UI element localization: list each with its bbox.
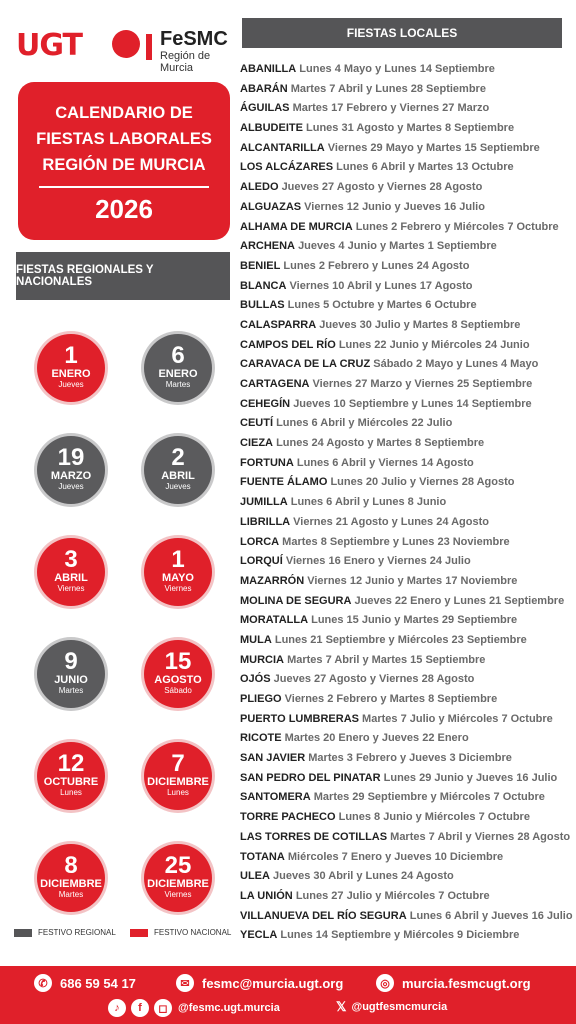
town-name: BULLAS (240, 299, 285, 312)
town-dates: Jueves 30 Abril y Lunes 24 Agosto (273, 870, 454, 883)
holiday-month: AGOSTO (154, 674, 202, 686)
holiday-month: JUNIO (54, 674, 88, 686)
town-row (240, 769, 574, 789)
holiday-badge (37, 436, 105, 504)
town-row (240, 60, 574, 80)
town-dates: Lunes 31 Agosto y Martes 8 Septiembre (306, 122, 515, 135)
town-name: OJÓS (240, 673, 271, 686)
town-name: CAMPOS DEL RÍO (240, 338, 336, 351)
town-row (240, 926, 574, 946)
tiktok-icon[interactable]: ♪ (108, 999, 126, 1017)
town-name: RICOTE (240, 732, 282, 745)
holiday-day: 15 (164, 648, 192, 675)
town-row (240, 808, 574, 828)
town-dates: Lunes 6 Abril y Miércoles 22 Julio (276, 417, 453, 430)
town-name: LIBRILLA (240, 515, 291, 528)
town-name: CEHEGÍN (240, 397, 291, 410)
title-line-1: CALENDARIO DE (55, 104, 193, 122)
town-dates: Martes 17 Febrero y Viernes 27 Marzo (292, 102, 490, 115)
town-dates: Martes 3 Febrero y Jueves 3 Diciembre (308, 752, 512, 765)
holiday-day: 1 (64, 342, 78, 369)
town-row (240, 296, 574, 316)
holiday-day: 1 (171, 546, 185, 573)
town-name: ALHAMA DE MURCIA (240, 220, 353, 233)
town-row (240, 119, 574, 139)
holiday-day: 8 (64, 852, 78, 879)
email-address: fesmc@murcia.ugt.org (202, 975, 344, 991)
town-dates: Martes 7 Abril y Lunes 28 Septiembre (290, 82, 486, 95)
holiday-badge (144, 640, 212, 708)
holiday-weekday: Viernes (164, 584, 192, 593)
town-row (240, 336, 574, 356)
town-dates: Martes 7 Julio y Miércoles 7 Octubre (362, 712, 553, 725)
town-row (240, 572, 574, 592)
town-row (240, 552, 574, 572)
instagram-icon[interactable]: ◻ (154, 999, 172, 1017)
title-year: 2026 (95, 194, 153, 224)
legend-nacional-label: FESTIVO NACIONAL (154, 928, 232, 937)
town-row (240, 277, 574, 297)
town-row (240, 611, 574, 631)
town-name: CARAVACA DE LA CRUZ (240, 358, 371, 371)
whatsapp-icon: ✆ (34, 974, 52, 992)
town-row (240, 631, 574, 651)
town-dates: Viernes 12 Junio y Martes 17 Noviembre (307, 574, 518, 587)
title-divider (39, 186, 209, 188)
town-row (240, 729, 574, 749)
holiday-badge (37, 844, 105, 912)
town-dates: Martes 20 Enero y Jueves 22 Enero (284, 732, 469, 745)
town-dates: Lunes 27 Julio y Miércoles 7 Octubre (295, 889, 490, 902)
town-row (240, 690, 574, 710)
holiday-month: ENERO (51, 368, 91, 380)
x-icon: 𝕏 (336, 999, 347, 1014)
town-dates: Viernes 12 Junio y Jueves 16 Julio (304, 200, 485, 213)
town-row (240, 533, 574, 553)
holiday-weekday: Viernes (164, 890, 192, 899)
town-dates: Lunes 5 Octubre y Martes 6 Octubre (287, 299, 477, 312)
town-name: CEUTÍ (240, 417, 273, 430)
town-row (240, 887, 574, 907)
town-name: ÁGUILAS (240, 102, 290, 115)
town-name: FORTUNA (240, 456, 294, 469)
town-row (240, 434, 574, 454)
holiday-badge (144, 538, 212, 606)
holiday-weekday: Sábado (164, 686, 192, 695)
holiday-badge (37, 742, 105, 810)
town-dates: Viernes 10 Abril y Lunes 17 Agosto (289, 279, 473, 292)
holiday-month: ABRIL (54, 572, 88, 584)
town-dates: Lunes 29 Junio y Jueves 16 Julio (383, 771, 558, 784)
town-name: SAN JAVIER (240, 752, 306, 765)
town-dates: Jueves 27 Agosto y Viernes 28 Agosto (273, 673, 475, 686)
town-name: ABANILLA (240, 63, 297, 75)
holiday-weekday: Lunes (60, 788, 82, 797)
town-name: CARTAGENA (240, 378, 310, 390)
town-row (240, 592, 574, 612)
town-dates: Martes 7 Abril y Martes 15 Septiembre (287, 653, 486, 666)
fesmc-region: Región de Murcia (160, 50, 211, 74)
holiday-weekday: Martes (165, 380, 191, 389)
town-dates: Lunes 6 Abril y Jueves 16 Julio (409, 909, 573, 922)
holiday-weekday: Martes (58, 686, 84, 695)
town-row (240, 99, 574, 119)
holiday-month: OCTUBRE (43, 776, 99, 788)
town-dates: Viernes 29 Mayo y Martes 15 Septiembre (327, 141, 540, 154)
calendar-title-box (18, 82, 230, 240)
holiday-weekday: Lunes (167, 788, 189, 797)
holiday-badge (144, 334, 212, 402)
town-name: SANTOMERA (240, 791, 311, 804)
town-row (240, 493, 574, 513)
holiday-month: DICIEMBRE (147, 776, 209, 788)
holiday-month: ENERO (158, 368, 198, 380)
town-name: ALCANTARILLA (240, 141, 325, 154)
legend-regional-label: FESTIVO REGIONAL (38, 928, 116, 937)
town-dates: Lunes 22 Junio y Miércoles 24 Junio (338, 338, 530, 351)
town-row (240, 158, 574, 178)
town-dates: Viernes 2 Febrero y Martes 8 Septiembre (284, 693, 498, 705)
town-row (240, 867, 574, 887)
footer (0, 966, 576, 1024)
handshake-icon (112, 30, 140, 58)
town-name: ALBUDEITE (240, 122, 303, 135)
town-dates: Lunes 8 Junio y Miércoles 7 Octubre (338, 811, 530, 824)
town-name: LOS ALCÁZARES (240, 161, 334, 174)
fesmc-title: FeSMC (160, 28, 228, 50)
town-dates: Lunes 21 Septiembre y Miércoles 23 Septiembre (274, 633, 527, 646)
holiday-month: MARZO (50, 470, 92, 482)
town-dates: Lunes 24 Agosto y Martes 8 Septiembre (276, 437, 485, 450)
holiday-day: 12 (57, 750, 85, 777)
town-name: PLIEGO (240, 693, 282, 705)
town-dates: Lunes 4 Mayo y Lunes 14 Septiembre (299, 63, 495, 75)
town-dates: Viernes 21 Agosto y Lunes 24 Agosto (293, 515, 489, 528)
town-name: CALASPARRA (240, 318, 317, 331)
town-row (240, 473, 574, 493)
holiday-badge (144, 844, 212, 912)
holiday-day: 19 (57, 444, 85, 471)
phone-number: 686 59 54 17 (60, 975, 136, 991)
town-row (240, 395, 574, 415)
town-name: MURCIA (240, 653, 284, 666)
town-dates: Martes 29 Septiembre y Miércoles 7 Octubre (313, 791, 545, 804)
x-link[interactable] (336, 999, 447, 1015)
town-dates: Lunes 6 Abril y Martes 13 Octubre (336, 161, 514, 174)
town-dates: Lunes 20 Julio y Viernes 28 Agosto (330, 476, 515, 489)
town-dates: Jueves 4 Junio y Martes 1 Septiembre (298, 240, 497, 253)
town-dates: Lunes 2 Febrero y Miércoles 7 Octubre (355, 220, 559, 233)
town-dates: Jueves 27 Agosto y Viernes 28 Agosto (281, 181, 483, 194)
town-name: LORQUÍ (240, 555, 283, 568)
town-name: JUMILLA (240, 496, 288, 509)
social-links (108, 999, 280, 1017)
legend-nacional-swatch (130, 929, 148, 937)
town-list (240, 60, 574, 946)
town-dates: Martes 7 Abril y Viernes 28 Agosto (390, 830, 571, 843)
town-dates: Lunes 14 Septiembre y Miércoles 9 Diciembre (280, 929, 520, 942)
town-row (240, 828, 574, 848)
holiday-badge (144, 742, 212, 810)
holiday-weekday: Martes (58, 890, 84, 899)
town-name: ALGUAZAS (240, 200, 302, 213)
town-dates: Miércoles 7 Enero y Jueves 10 Diciembre (287, 850, 504, 863)
web-contact[interactable] (376, 974, 531, 992)
title-line-2: FIESTAS LABORALES (36, 130, 212, 148)
town-name: SAN PEDRO DEL PINATAR (240, 771, 381, 784)
social-handle[interactable]: @fesmc.ugt.murcia (178, 1002, 280, 1014)
legend-regional-swatch (14, 929, 32, 937)
regional-holidays-header: FIESTAS REGIONALES Y NACIONALES (16, 252, 230, 300)
town-name: MAZARRÓN (240, 574, 305, 587)
town-name: MOLINA DE SEGURA (240, 594, 352, 607)
town-dates: Jueves 30 Julio y Martes 8 Septiembre (319, 318, 521, 331)
town-name: YECLA (240, 929, 278, 942)
phone-contact[interactable] (34, 974, 136, 992)
town-row (240, 237, 574, 257)
town-name: LORCA (240, 535, 280, 548)
town-row (240, 80, 574, 100)
holiday-day: 6 (171, 342, 185, 369)
town-row (240, 198, 574, 218)
town-name: LA UNIÓN (240, 889, 293, 902)
holiday-badge (37, 640, 105, 708)
town-row (240, 907, 574, 927)
holiday-day: 2 (171, 444, 185, 471)
town-name: ULEA (240, 870, 270, 883)
town-name: FUENTE ÁLAMO (240, 476, 328, 489)
town-name: MORATALLA (240, 614, 309, 627)
facebook-icon[interactable]: f (131, 999, 149, 1017)
town-row (240, 139, 574, 159)
globe-icon: ◎ (376, 974, 394, 992)
town-dates: Lunes 6 Abril y Lunes 8 Junio (290, 496, 447, 509)
town-name: PUERTO LUMBRERAS (240, 712, 359, 725)
holiday-weekday: Jueves (165, 482, 191, 491)
town-name: CIEZA (240, 437, 273, 450)
town-name: TOTANA (240, 850, 285, 863)
town-row (240, 257, 574, 277)
town-name: BLANCA (240, 279, 287, 292)
town-row (240, 355, 574, 375)
town-row (240, 513, 574, 533)
local-holidays-header: FIESTAS LOCALES (242, 18, 562, 48)
email-icon: ✉ (176, 974, 194, 992)
legend-regional (14, 928, 116, 937)
title-line-3: REGIÓN DE MURCIA (42, 156, 206, 174)
email-contact[interactable] (176, 974, 343, 992)
holiday-badge (37, 538, 105, 606)
town-row (240, 670, 574, 690)
holiday-day: 7 (171, 750, 185, 777)
town-name: BENIEL (240, 259, 281, 272)
holiday-badge (37, 334, 105, 402)
ugt-logo-text: UGT (16, 28, 82, 63)
holiday-weekday: Viernes (57, 584, 85, 593)
ugt-fesmc-logo (16, 28, 236, 74)
holiday-badge (144, 436, 212, 504)
town-row (240, 749, 574, 769)
holiday-weekday: Jueves (58, 482, 84, 491)
town-row (240, 178, 574, 198)
town-dates: Lunes 6 Abril y Viernes 14 Agosto (296, 456, 474, 469)
town-name: MULA (240, 633, 272, 646)
town-dates: Lunes 15 Junio y Martes 29 Septiembre (311, 614, 518, 627)
town-row (240, 788, 574, 808)
town-name: ALEDO (240, 181, 279, 194)
holiday-day: 9 (64, 648, 78, 675)
town-dates: Viernes 16 Enero y Viernes 24 Julio (285, 555, 471, 568)
town-name: LAS TORRES DE COTILLAS (240, 830, 388, 843)
holiday-day: 25 (164, 852, 192, 879)
town-name: ARCHENA (240, 240, 295, 253)
web-address: murcia.fesmcugt.org (402, 975, 531, 991)
town-dates: Jueves 10 Septiembre y Lunes 14 Septiembre (293, 397, 532, 410)
town-name: ABARÁN (240, 82, 288, 95)
legend-nacional (130, 928, 231, 937)
town-row (240, 454, 574, 474)
town-dates: Sábado 2 Mayo y Lunes 4 Mayo (373, 358, 539, 371)
town-row (240, 651, 574, 671)
town-dates: Martes 8 Septiembre y Lunes 23 Noviembre (282, 535, 510, 548)
town-dates: Jueves 22 Enero y Lunes 21 Septiembre (354, 594, 565, 607)
holiday-month: DICIEMBRE (147, 878, 209, 890)
fesmc-mark-icon (146, 34, 152, 60)
town-row (240, 375, 574, 395)
town-row (240, 710, 574, 730)
x-handle: @ugtfesmcmurcia (351, 1001, 448, 1013)
holiday-weekday: Jueves (58, 380, 84, 389)
town-name: VILLANUEVA DEL RÍO SEGURA (240, 909, 407, 922)
holiday-month: ABRIL (161, 470, 195, 482)
town-dates: Viernes 27 Marzo y Viernes 25 Septiembre (312, 378, 533, 390)
town-dates: Lunes 2 Febrero y Lunes 24 Agosto (283, 259, 470, 272)
holiday-month: DICIEMBRE (40, 878, 102, 890)
town-name: TORRE PACHECO (240, 811, 336, 824)
holiday-day: 3 (64, 546, 78, 573)
town-row (240, 218, 574, 238)
town-row (240, 414, 574, 434)
town-row (240, 848, 574, 868)
town-row (240, 316, 574, 336)
holiday-month: MAYO (162, 572, 194, 584)
